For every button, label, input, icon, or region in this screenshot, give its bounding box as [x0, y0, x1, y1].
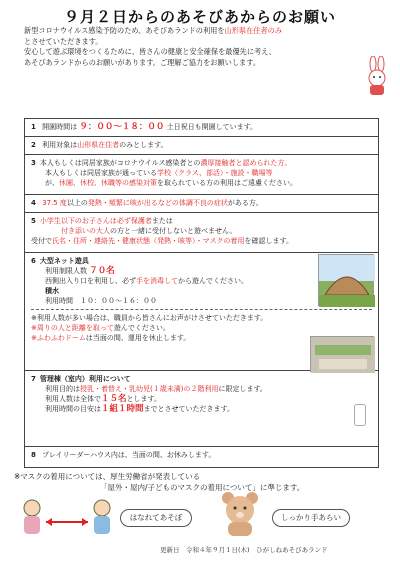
rule-1: 1 開園時間は ９：００～１８：００ 土日祝日も開園しています。 — [25, 119, 378, 137]
rule-3: 3 本人もしくは同居家族がコロナウイルス感染者との濃厚接触者と認められた方。 本人もしくは同居家族が通っている学校（クラス、部活）・施設・職場等 が、休園、休校、休職等の感染対策を取られている方の利用はご遠慮ください。 — [25, 155, 378, 195]
children-distance-icon — [18, 496, 118, 540]
intro-line4: あそびあランドからのお願いがあります。ご理解ご協力をお願いします。 — [24, 57, 261, 67]
page-title: ９月２日からのあそびあからのお願い — [63, 8, 336, 26]
net-playground-photo — [318, 254, 374, 306]
net-dome-icon — [319, 255, 375, 307]
footer-updated: 更新日 令和４年９月１日(木) ひがしねあそびあランド — [160, 546, 328, 554]
dashed-divider — [31, 309, 372, 310]
intro-highlight: 山形県在住者のみ — [224, 26, 283, 35]
baby-bottle-icon — [354, 404, 366, 426]
mask-note: ※マスクの着用については、厚生労働省が発表している 「屋外・屋内/子どものマスクの着用について」に準じます。 — [14, 472, 305, 492]
rule-5: 5 小学生以下のお子さんは必ず保護者または 付き添いの大人の方と一緒に受付しないと遊べません。 受付で氏名・住所・連絡先・健康状態（発熱・咳等）・マスクの着用を確認します。 — [25, 213, 378, 253]
rule-7: 7 管理棟（室内）利用について 利用目的は授乳・着替え・乳幼児(１歳未満)の２階利用に限定します。 利用人数は全体で１５名とします。 利用時間の目安は１組１時間までとさせていただきます。 — [25, 371, 378, 447]
keep-distance-label: はなれてあそぼ — [120, 509, 192, 527]
intro-text — [24, 26, 354, 68]
wash-hands-label: しっかり手あらい — [272, 509, 350, 527]
sandbox-icon — [311, 337, 375, 373]
sandbox-photo — [310, 336, 374, 372]
intro-line3: 安心して遊ぶ環境をつくるために、皆さんの健康と安全確保を最優先に考え、 — [24, 47, 276, 57]
intro-line1: 新型コロナウイルス感染予防のため、あそびあランドの利用を — [24, 26, 225, 35]
rabbit-mascot-icon — [362, 56, 392, 96]
rule-2: 2 利用対象は山形県在住者のみとします。 — [25, 137, 378, 155]
open-hours: ９：００～１８：００ — [79, 122, 165, 132]
rule-8: 8 プレイリーダーハウス内は、当面の間、お休みします。 — [31, 451, 216, 459]
intro-line2: とさせていただきます。 — [24, 36, 103, 46]
rule-4: 4 37.5 度以上の発熱・頻繁に咳が出るなどの体調不良の症状がある方。 — [25, 195, 378, 213]
bear-mascot-icon — [218, 488, 262, 538]
capacity-limit: ７０名 — [89, 266, 115, 276]
rule-6: 6 大型ネット遊具 利用制限人数 ７０名 西側出入り口を利用し、必ず手を消毒してから遊んでください。 積水 利用時間 １０：００～１６：００ ※利用人数が多い場合は、職員から皆さんにお声がけさせていただきます。 ※周りの人と距離を取って遊んでください。 ※ふわふわドームは当面の間、運用を休止します。 — [25, 253, 378, 371]
